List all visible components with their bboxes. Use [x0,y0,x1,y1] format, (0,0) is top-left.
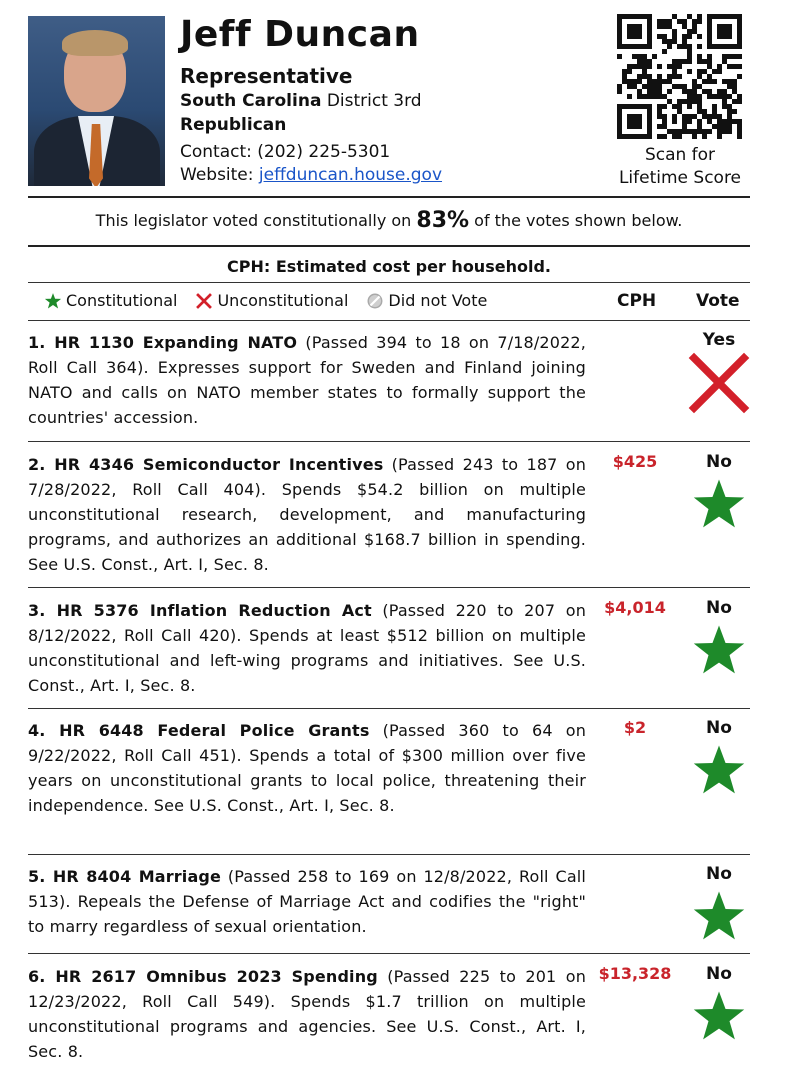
cph-note: CPH: Estimated cost per household. [227,257,551,276]
phone-number: (202) 225-5301 [257,142,391,162]
contact-label: Contact: [180,142,252,162]
summary-line [28,208,750,233]
legislator-name: Jeff Duncan [180,14,420,55]
star-icon [688,742,750,798]
divider [28,245,750,247]
star-icon [688,622,750,678]
star-icon [44,292,62,310]
vote-value: No [706,452,732,472]
divider [28,196,750,198]
divider [28,282,750,283]
summary-suffix: of the votes shown below. [474,211,683,230]
vote-text [28,452,586,577]
legend [44,291,505,310]
vote-column-header: Vote [696,291,740,311]
contact-line [180,142,390,162]
bill-title: 1. HR 1130 Expanding NATO [28,333,298,352]
bill-title: 6. HR 2617 Omnibus 2023 Spending [28,967,378,986]
vote-value: Yes [702,330,736,350]
bill-title: 5. HR 8404 Marriage [28,867,221,886]
qr-caption [606,144,754,190]
legend-label-did-not-vote: Did not Vote [388,291,488,310]
vote-text [28,964,586,1064]
bill-description: (Passed 360 to 64 on 9/22/2022, Roll Call 451). Spends a total of $300 million over five years on unconstitutional grants to local police, threatening their independence. See U.S. Const., Art. I, Sec. 8. [28,721,586,815]
vote-value: No [706,718,732,738]
legislator-photo [28,16,165,186]
star-icon [688,476,750,532]
vote-text [28,718,586,818]
bill-description: (Passed 225 to 201 on 12/23/2022, Roll Call 549). Spends $1.7 trillion on multiple unconstitutional programs and agencies. See U.S. Const., Art. I, Sec. 8. [28,967,586,1061]
star-icon [688,988,750,1044]
did-not-vote-icon [366,292,384,310]
qr-caption-line2: Lifetime Score [618,168,742,188]
legislator-state-district [180,91,422,111]
divider [28,441,750,442]
website-label: Website: [180,165,254,185]
bill-description: (Passed 394 to 18 on 7/18/2022, Roll Call 364). Expresses support for Sweden and Finland joining NATO and calls on NATO member states to formally support the countries' accession. [28,333,586,427]
website-line [180,165,442,185]
divider [28,320,750,321]
cross-icon [195,292,213,310]
vote-text [28,864,586,939]
qr-caption-line1: Scan for [644,145,716,165]
cph-value: $425 [612,452,658,471]
bill-description: (Passed 243 to 187 on 7/28/2022, Roll Call 404). Spends $54.2 billion on multiple unconstitutional research, development, and manufacturing programs, and authorizes an additional $168.7 billion in spending. See U.S. Const., Art. I, Sec. 8. [28,455,586,574]
summary-prefix: This legislator voted constitutionally on [95,211,412,230]
divider [28,708,750,709]
qr-code-icon[interactable] [617,14,742,139]
bill-title: 2. HR 4346 Semiconductor Incentives [28,455,384,474]
vote-text [28,598,586,698]
district-name: District 3rd [326,91,422,111]
bill-title: 3. HR 5376 Inflation Reduction Act [28,601,372,620]
divider [28,587,750,588]
cph-value: $13,328 [598,964,672,983]
divider [28,953,750,954]
bill-title: 4. HR 6448 Federal Police Grants [28,721,370,740]
constitutional-percent: 83% [416,208,470,233]
bill-description: (Passed 258 to 169 on 12/8/2022, Roll Call 513). Repeals the Defense of Marriage Act and codifies the "right" to marry regardless of sexual orientation. [28,867,586,936]
cph-column-header: CPH [617,291,657,311]
legislator-header [0,0,800,196]
vote-value: No [706,964,732,984]
state-name: South Carolina [180,91,322,111]
cph-value: $4,014 [604,598,666,617]
legend-item-did-not-vote [366,291,487,310]
legend-item-constitutional [44,291,177,310]
legislator-role: Representative [180,64,353,88]
star-icon [688,888,750,944]
website-link[interactable]: jeffduncan.house.gov [258,165,443,185]
vote-text [28,330,586,430]
cross-icon [688,352,750,414]
legislator-party: Republican [180,115,287,135]
legend-label-constitutional: Constitutional [66,291,178,310]
vote-value: No [706,598,732,618]
divider [28,854,750,855]
cph-value: $2 [623,718,647,737]
vote-value: No [706,864,732,884]
bill-description: (Passed 220 to 207 on 8/12/2022, Roll Call 420). Spends at least $512 billion on multiple unconstitutional and left-wing programs and initiatives. See U.S. Const., Art. I, Sec. 8. [28,601,586,695]
legend-item-unconstitutional [195,291,348,310]
legend-label-unconstitutional: Unconstitutional [217,291,349,310]
